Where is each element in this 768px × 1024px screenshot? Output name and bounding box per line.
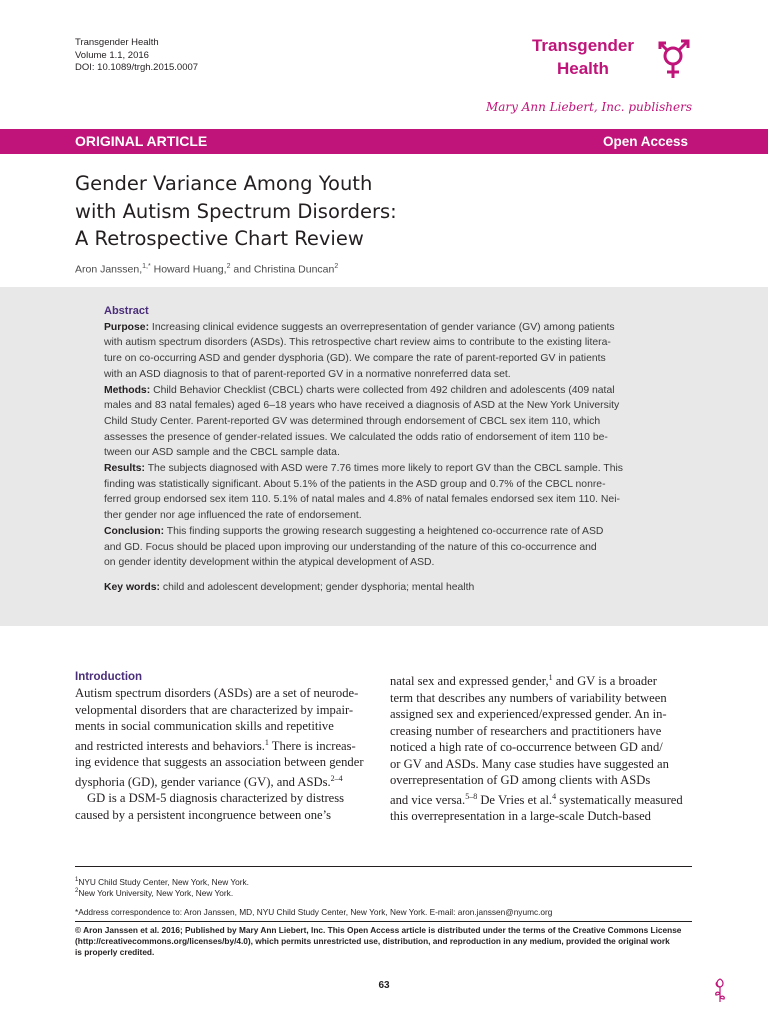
body-line: velopmental disorders that are characterized by impair- <box>75 702 354 717</box>
article-type: ORIGINAL ARTICLE <box>75 133 208 149</box>
footnote-divider <box>75 866 692 867</box>
body-line: Autism spectrum disorders (ASDs) are a set of neurode- <box>75 686 359 700</box>
abstract-line: males and 83 natal females) aged 6–18 years who have received a diagnosis of ASD at the New York University <box>104 400 620 412</box>
abstract-line: on gender identity development within the atypical development of ASD. <box>104 557 435 569</box>
transgender-symbol-icon <box>658 38 692 84</box>
abstract-line: Purpose: Increasing clinical evidence suggests an overrepresentation of gender variance (GV) among patients <box>104 321 615 333</box>
methods-label: Methods: <box>104 384 151 396</box>
body-line: natal sex and expressed gender,$^1$ and GV is a broader <box>390 673 657 689</box>
keywords-line <box>104 580 674 596</box>
body-line: overrepresentation of GD among clients with ASDs <box>390 773 651 788</box>
license-divider <box>75 921 692 922</box>
body-line: dysphoria (GD), gender variance (GV), and ASDs.$^{2-4}$ <box>75 773 343 789</box>
body-line: assigned sex and experienced/expressed gender. An in- <box>390 707 667 722</box>
purpose-label: Purpose: <box>104 321 150 333</box>
conclusion-label: Conclusion: <box>104 525 165 537</box>
abstract-line: assesses the presence of gender-related issues. We calculated the odds ratio of endorsement of item 110 be- <box>104 431 608 443</box>
body-line: or GV and ASDs. Many case studies have suggested an <box>390 756 669 771</box>
abstract-line: Conclusion: This finding supports the growing research suggesting a heightened co-occurrence rate of ASD <box>104 525 604 537</box>
affiliation-2: $^2$New York University, New York, New York. <box>75 887 234 898</box>
author-list: Aron Janssen,$^{1,*}$ Howard Huang,$^2$ and Christina Duncan$^2$ <box>75 263 339 276</box>
body-line: and restricted interests and behaviors.$^1$ There is increas- <box>75 737 356 753</box>
abstract-line: Child Study Center. Parent-reported GV was determined through endorsement of CBCL sex item 110, which <box>104 415 601 427</box>
abstract-line: ferred group endorsed sex item 110. 5.1% of natal males and 4.8% of natal females endorsed sex item 110. Nei- <box>104 494 620 506</box>
body-line: ments in social communication skills and repetitive <box>75 719 334 733</box>
correspondence-address: *Address correspondence to: Aron Janssen, MD, NYU Child Study Center, New York, New York. E-mail: aron.janssen@nyumc.org <box>75 907 553 917</box>
journal-name: Transgender Health <box>75 37 159 48</box>
license-statement: © Aron Janssen et al. 2016; Published by Mary Ann Liebert, Inc. This Open Access article is distributed under the terms of the Creative Commons License (http://creativecommons.org/licenses/by/4.0), which permits unrestricted use, distribution, and reproduction in any medium, provided the original work is properly credited. <box>75 925 682 957</box>
body-line: noticed a high rate of co-occurrence between GD and/ <box>390 740 663 755</box>
body-line: this overrepresentation in a large-scale Dutch-based <box>390 809 651 824</box>
abstract-line: ther gender nor age influenced the rate of endorsement. <box>104 510 362 522</box>
author-name: and Christina Duncan <box>230 263 335 276</box>
results-label: Results: <box>104 463 145 475</box>
keywords: child and adolescent development; gender dysphoria; mental health <box>160 581 475 593</box>
author-name: Howard Huang, <box>150 263 227 276</box>
body-line: and vice versa.$^{5-8}$ De Vries et al.$^4$ systematically measured <box>390 791 683 807</box>
keywords-label: Key words: <box>104 581 161 593</box>
body-column-right <box>390 670 692 825</box>
article-type-banner <box>0 129 768 154</box>
body-line: ing evidence that suggests an association between gender <box>75 755 364 770</box>
journal-volume: Volume 1.1, 2016 <box>75 49 149 61</box>
body-line: creasing number of researchers and practitioners have <box>390 723 662 738</box>
journal-doi: DOI: 10.1089/trgh.2015.0007 <box>75 62 199 73</box>
abstract-line: with autism spectrum disorders (ASDs). This retrospective chart review aims to contribute to the existing litera- <box>104 337 611 349</box>
flower-ornament-icon <box>712 976 728 1004</box>
logo-wordmark: Transgender Health <box>531 36 634 78</box>
article-title: Gender Variance Among Youth with Autism Spectrum Disorders: A Retrospective Chart Review <box>75 172 397 250</box>
section-heading-introduction: Introduction <box>75 671 143 683</box>
abstract-line: Results: The subjects diagnosed with ASD were 7.76 times more likely to report GV than the CBCL sample. This <box>104 463 624 475</box>
abstract-line: with an ASD diagnosis to that of parent-reported GV in a normative nonreferred data set. <box>104 368 511 380</box>
body-line: GD is a DSM-5 diagnosis characterized by distress <box>87 791 345 806</box>
abstract-box <box>0 287 768 626</box>
body-line: term that describes any numbers of variability between <box>390 690 667 705</box>
journal-logo <box>485 34 692 122</box>
abstract-line: tween our ASD sample and the CBCL sample data. <box>104 447 340 459</box>
page-number: 63 <box>378 980 390 991</box>
abstract-line: Methods: Child Behavior Checklist (CBCL) charts were collected from 492 children and adolescents (409 natal <box>104 384 615 396</box>
body-column-left <box>75 670 381 823</box>
body-line: caused by a persistent incongruence between one’s <box>75 807 331 822</box>
abstract-line: finding was statistically significant. About 5.1% of the patients in the ASD group and 0.7% of the CBCL nonre- <box>104 478 606 490</box>
abstract-heading: Abstract <box>104 305 149 317</box>
affiliation-1: $^1$NYU Child Study Center, New York, New York. <box>75 876 249 887</box>
abstract-line: ture on co-occurring ASD and gender dysphoria (GD). We compare the rate of parent-reported GV in patients <box>104 353 606 365</box>
abstract-line: and GD. Focus should be placed upon improving our understanding of the nature of this co-occurrence and <box>104 541 597 553</box>
author-name: Aron Janssen, <box>75 263 143 276</box>
publisher-name: Mary Ann Liebert, Inc. publishers <box>485 100 692 114</box>
journal-citation <box>75 37 198 75</box>
open-access-label: Open Access <box>602 134 688 149</box>
abstract <box>104 304 674 596</box>
